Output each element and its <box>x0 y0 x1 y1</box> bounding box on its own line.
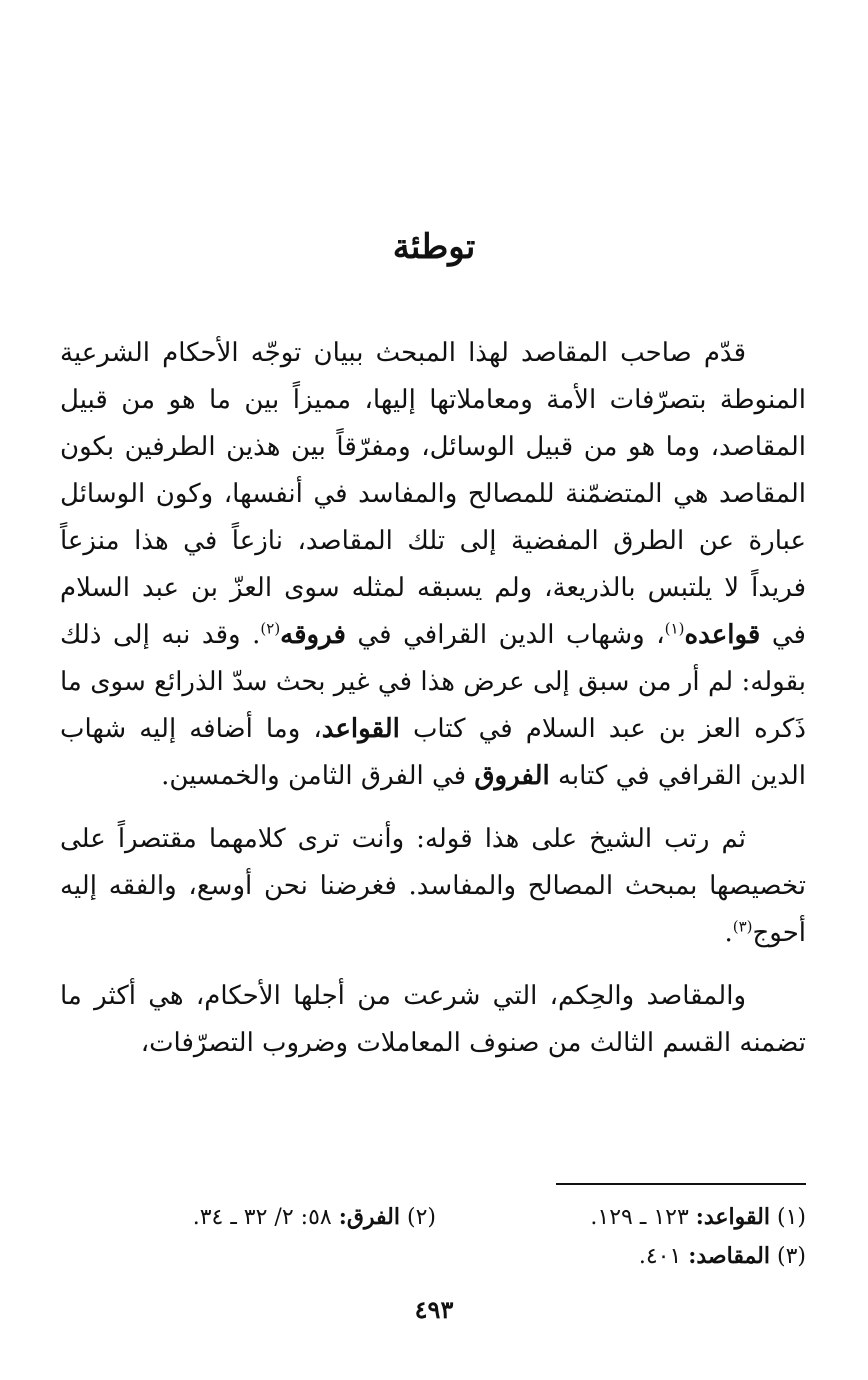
footnote-text: ٥٨: ٢/ ٣٢ ـ ٣٤. <box>192 1205 339 1230</box>
footnote-number: (٢) <box>406 1205 436 1230</box>
footnote-3 <box>436 1237 806 1276</box>
bold-term-furuq: فروقه <box>280 620 346 650</box>
footnote-ref-2[interactable]: (٢) <box>260 619 281 638</box>
footnote-text: ٤٠١. <box>638 1244 689 1269</box>
paragraph-2 <box>60 816 806 957</box>
footnote-ref-1[interactable]: (١) <box>664 619 685 638</box>
footnote-divider <box>556 1183 806 1185</box>
footnote-text: ١٢٣ ـ ١٢٩. <box>590 1205 696 1230</box>
paragraph-1-text-a: قدّم صاحب المقاصد لهذا المبحث ببيان توجّه الأحكام الشرعية المنوطة بتصرّفات الأمة ومعاملاتها إليها، مميزاً بين ما هو من قبيل المقاصد، وما هو من قبيل الوسائل، ومفرّقاً بين هذين الطرفين بكون المقاصد هي المتضمّنة للمصالح والمفاسد في أنفسها، وكون الوسائل عبارة عن الطرق المفضية إلى تلك المقاصد، نازعاً في هذا منزعاً فريداً لا يلتبس بالذريعة، ولم يسبقه لمثله سوى العزّ بن عبد السلام في <box>60 338 806 650</box>
paragraph-3: والمقاصد والحِكم، التي شرعت من أجلها الأحكام، هي أكثر ما تضمنه القسم الثالث من صنوف المعاملات وضروب التصرّفات، <box>60 981 806 1058</box>
paragraph-1-text-f: في الفرق الثامن والخمسين. <box>161 761 475 791</box>
paragraph-1 <box>60 330 806 800</box>
bold-book-furuq: الفروق <box>474 761 550 791</box>
paragraph-1-text-c: ، وشهاب الدين القرافي في <box>345 620 665 650</box>
body-text <box>60 330 806 1067</box>
footnote-1 <box>436 1198 806 1237</box>
paragraph-1-text-d: . وقد نبه إلى ذلك بقوله: لم أر من سبق إلى عرض هذا في غير بحث سدّ الذرائع سوى ما ذَكره العز بن عبد السلام في كتاب <box>60 620 806 744</box>
page-number: ٤٩٣ <box>414 1295 454 1324</box>
page-title: توطئة <box>392 227 476 267</box>
footnote-source: القواعد: <box>695 1204 770 1230</box>
footnotes <box>60 1198 806 1276</box>
footnote-2 <box>193 1198 436 1237</box>
footnote-row-2 <box>60 1237 806 1276</box>
footnote-number: (٣) <box>776 1244 806 1269</box>
paragraph-2-text-b: . <box>724 918 733 948</box>
footnote-number: (١) <box>776 1205 806 1230</box>
bold-book-qawaid: القواعد <box>321 714 400 744</box>
footnote-source: الفرق: <box>338 1204 400 1230</box>
footnote-row-1 <box>60 1198 806 1237</box>
footnote-ref-3[interactable]: (٣) <box>732 917 753 936</box>
footnote-source: المقاصد: <box>688 1243 770 1269</box>
paragraph-1-text-e: ، وما أضافه إليه شهاب الدين القرافي في كتابه <box>60 714 806 791</box>
bold-term-qawaid: قواعده <box>684 620 761 650</box>
paragraph-2-text-a: ثم رتب الشيخ على هذا قوله: وأنت ترى كلامهما مقتصراً على تخصيصها بمبحث المصالح والمفاسد. فغرضنا نحن أوسع، والفقه إليه أحوج <box>60 824 806 948</box>
